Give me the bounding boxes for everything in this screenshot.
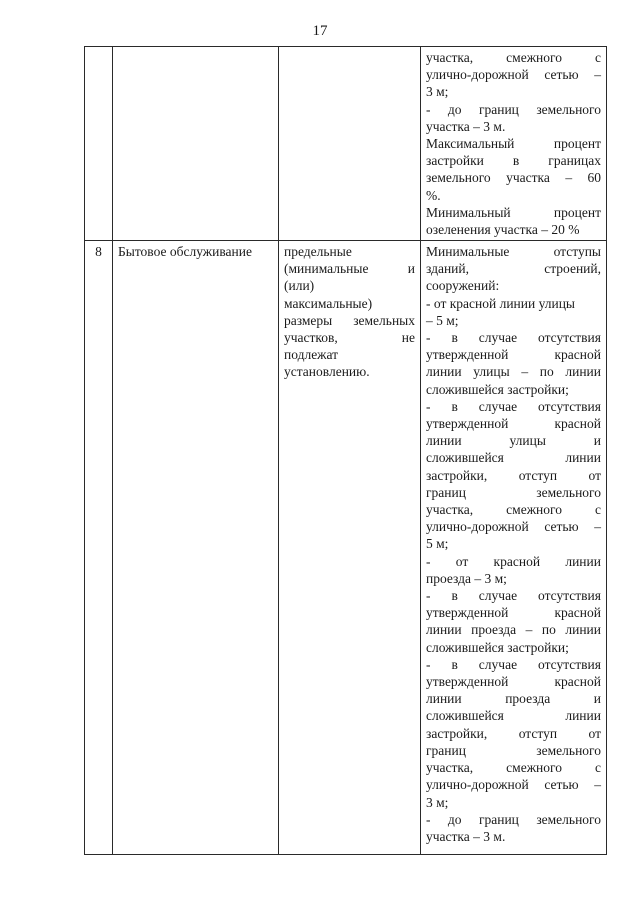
table-row bbox=[85, 47, 607, 241]
cell-text-line: улично-дорожной сетью – bbox=[426, 519, 601, 535]
cell-text-line: озеленения участка – 20 % bbox=[426, 222, 580, 238]
cell-text-line: - в случае отсутствия bbox=[426, 398, 601, 414]
cell-text-line: утвержденной красной bbox=[426, 605, 601, 621]
cell-text-line: участка – 3 м. bbox=[426, 828, 506, 844]
cell-text-line: - в случае отсутствия bbox=[426, 656, 601, 672]
table-row bbox=[85, 241, 607, 855]
cell-text-line: подлежат bbox=[284, 347, 339, 363]
cell-text-line: участка – 3 м. bbox=[426, 118, 506, 134]
cell-text-line: предельные bbox=[284, 244, 352, 259]
cell-text-line: границ земельного bbox=[426, 484, 601, 500]
construction-params-cell bbox=[421, 241, 607, 855]
cell-text-line: линии проезда и bbox=[426, 691, 601, 707]
cell-text-line: линии улицы и bbox=[426, 433, 601, 449]
cell-text-line: сложившейся застройки; bbox=[426, 639, 569, 655]
cell-text-line: застройки, отступ от bbox=[426, 725, 601, 741]
cell-text-line: застройки, отступ от bbox=[426, 467, 601, 483]
cell-text-line: земельного участка – 60 bbox=[426, 170, 601, 186]
cell-text-line: зданий, строений, bbox=[426, 261, 601, 277]
cell-text-line: Минимальный процент bbox=[426, 204, 601, 220]
cell-text-line: сложившейся линии bbox=[426, 450, 601, 466]
cell-text-line: – 5 м; bbox=[426, 312, 459, 328]
cell-text-line: линии проезда – по линии bbox=[426, 622, 601, 638]
page-number: 17 bbox=[312, 23, 328, 39]
cell-text-line: 5 м; bbox=[426, 536, 449, 552]
cell-text-line: максимальные) bbox=[284, 295, 373, 311]
cell-text-line: сложившейся линии bbox=[426, 708, 601, 724]
cell-text-line: - от красной линии bbox=[426, 553, 601, 569]
cell-text-line: - до границ земельного bbox=[426, 101, 601, 117]
cell-text-line: Минимальные отступы bbox=[426, 244, 601, 259]
row-number-cell: 8 bbox=[85, 241, 113, 855]
plot-limits-cell bbox=[279, 47, 421, 241]
construction-params-cell bbox=[421, 47, 607, 241]
cell-text-line: застройки в границах bbox=[426, 153, 601, 169]
plot-limits-cell bbox=[279, 241, 421, 855]
row-number-cell bbox=[85, 47, 113, 241]
cell-text-line: границ земельного bbox=[426, 742, 601, 758]
cell-text-line: 3 м; bbox=[426, 794, 449, 810]
cell-text-line: улично-дорожной сетью – bbox=[426, 777, 601, 793]
cell-text-line: (или) bbox=[284, 278, 315, 294]
cell-text-line: сооружений: bbox=[426, 278, 500, 294]
cell-text-line: - до границ земельного bbox=[426, 811, 601, 827]
regulations-table bbox=[84, 46, 607, 855]
cell-text-line: участков, не bbox=[284, 330, 415, 346]
cell-text-line: установлению. bbox=[284, 364, 370, 380]
cell-text-line: - от красной линии улицы bbox=[426, 295, 576, 311]
cell-text-line: участка, смежного с bbox=[426, 50, 601, 65]
cell-text-line: (минимальные и bbox=[284, 261, 415, 277]
cell-text-line: - в случае отсутствия bbox=[426, 330, 601, 346]
cell-text-line: утвержденной красной bbox=[426, 347, 601, 363]
cell-text-line: сложившейся застройки; bbox=[426, 381, 569, 397]
use-type-cell bbox=[113, 47, 279, 241]
use-type-cell: Бытовое обслуживание bbox=[113, 241, 279, 855]
cell-text-line: участка, смежного с bbox=[426, 760, 601, 776]
cell-text-line: %. bbox=[426, 187, 441, 203]
cell-text-line: улично-дорожной сетью – bbox=[426, 67, 601, 83]
cell-text-line: размеры земельных bbox=[284, 312, 415, 328]
cell-text-line: утвержденной красной bbox=[426, 416, 601, 432]
cell-text-line: линии улицы – по линии bbox=[426, 364, 601, 380]
cell-text-line: Максимальный процент bbox=[426, 136, 601, 152]
cell-text-line: утвержденной красной bbox=[426, 674, 601, 690]
cell-text-line: проезда – 3 м; bbox=[426, 570, 507, 586]
cell-text-line: 3 м; bbox=[426, 84, 449, 100]
cell-text-line: - в случае отсутствия bbox=[426, 588, 601, 604]
cell-text-line: участка, смежного с bbox=[426, 502, 601, 518]
